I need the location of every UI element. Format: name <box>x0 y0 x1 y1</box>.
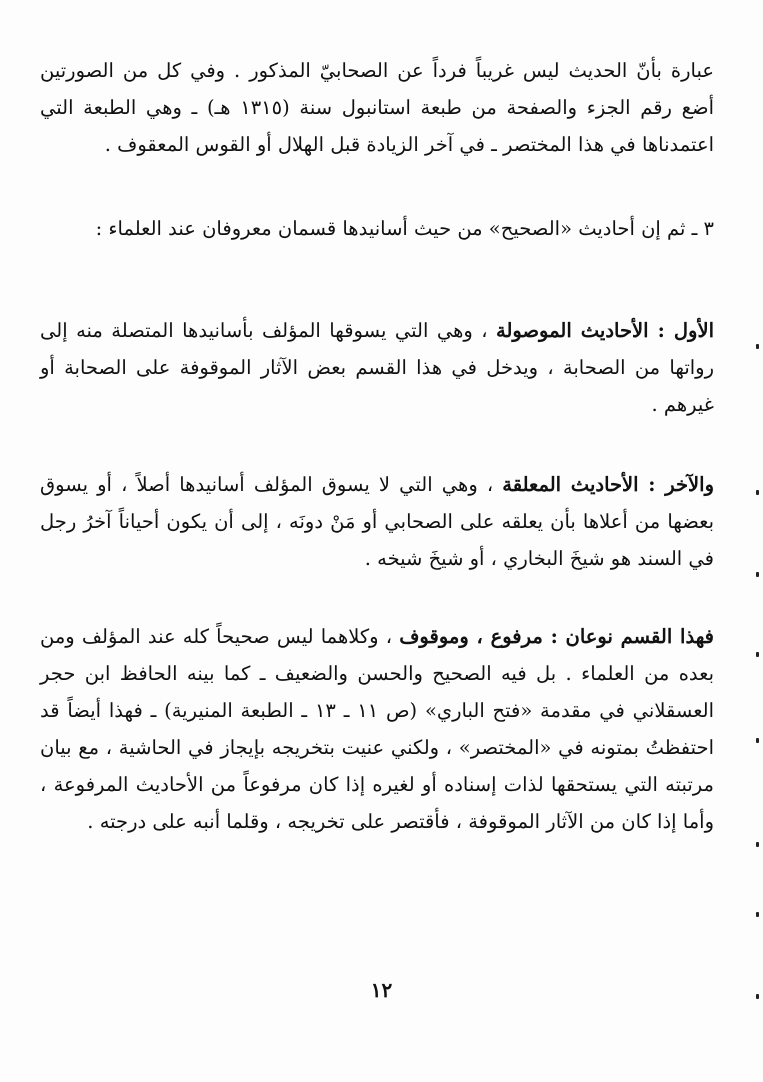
paragraph-3-lead: الأول : الأحاديث الموصولة <box>496 319 714 342</box>
paragraph-5-text: ، وكلاهما ليس صحيحاً كله عند المؤلف ومن بعده من العلماء . بل فيه الصحيح والحسن والضعيف ـ كما بينه الحافظ ابن حجر العسقلاني في مقدمة «فتح الباري» (ص ١١ ـ ١٣ ـ الطبعة المنيرية) ـ فهذا أيضاً قد احتفظتُ بمتونه في «المختصر» ، ولكني عنيت بتخريجه بإيجاز في الحاشية ، مع بيان مرتبته التي يستحقها لذات إسناده أو لغيره إذا كان مرفوعاً من الأحاديث المرفوعة ، وأما إذا كان من الآثار الموقوفة ، فأقتصر على تخريجه ، وقلما أنبه على درجته . <box>40 625 714 833</box>
scan-margin-mark <box>756 652 759 657</box>
paragraph-3 <box>40 312 714 423</box>
page-number: ١٢ <box>370 978 393 1002</box>
scan-margin-mark <box>756 572 759 577</box>
scan-margin-mark <box>756 842 759 847</box>
paragraph-4 <box>40 466 714 577</box>
paragraph-2-text: ٣ ـ ثم إن أحاديث «الصحيح» من حيث أسانيدها قسمان معروفان عند العلماء : <box>95 217 714 240</box>
paragraph-1 <box>40 52 714 163</box>
paragraph-2 <box>40 210 714 247</box>
paragraph-4-text: ، وهي التي لا يسوق المؤلف أسانيدها أصلاً ، أو يسوق بعضها من أعلاها بأن يعلقه على الصحابي أو مَنْ دونَه ، إلى أن يكون أحياناً آخرُ رجل في السند هو شيخَ البخاري ، أو شيخَ شيخه . <box>40 473 714 570</box>
scan-margin-mark <box>756 994 759 999</box>
paragraph-1-text: عبارة بأنّ الحديث ليس غريباً فرداً عن الصحابيّ المذكور . وفي كل من الصورتين أضع رقم الجزء والصفحة من طبعة استانبول سنة (١٣١٥ هـ) ـ وهي الطبعة التي اعتمدناها في هذا المختصر ـ في آخر الزيادة قبل الهلال أو القوس المعقوف . <box>40 59 714 156</box>
scan-margin-mark <box>756 738 759 743</box>
scan-margin-mark <box>756 490 759 495</box>
paragraph-5 <box>40 618 714 840</box>
scan-margin-mark <box>756 344 759 349</box>
paragraph-3-text: ، وهي التي يسوقها المؤلف بأسانيدها المتصلة منه إلى رواتها من الصحابة ، ويدخل في هذا القسم بعض الآثار الموقوفة على الصحابة أو غيرهم . <box>40 319 714 416</box>
scan-margin-mark <box>756 912 759 917</box>
paragraph-4-lead: والآخر : الأحاديث المعلقة <box>502 473 714 496</box>
paragraph-5-lead: فهذا القسم نوعان : مرفوع ، وموقوف <box>399 625 715 648</box>
